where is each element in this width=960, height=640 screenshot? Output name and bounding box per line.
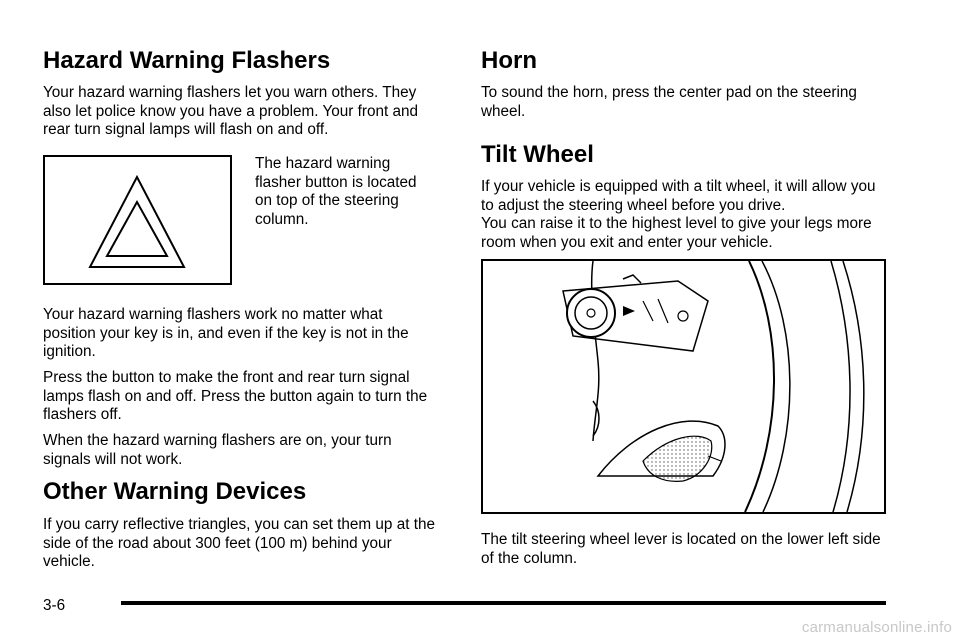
tilt-lever-illustration bbox=[481, 259, 886, 514]
tilt-caption: The tilt steering wheel lever is located on the lower left side of the column. bbox=[481, 531, 881, 567]
hazard-paragraph-3: Press the button to make the front and rear turn signal lamps flash on and off. Press the button again to turn the flashers off. bbox=[43, 369, 428, 423]
site-watermark: carmanualsonline.info bbox=[801, 619, 952, 636]
hazard-intro: Your hazard warning flashers let you warn others. They also let police know you have a problem. Your front and rear turn signal lamps will flash on and off. bbox=[43, 84, 419, 138]
hazard-triangle-icon bbox=[45, 157, 230, 283]
other-warning-paragraph: If you carry reflective triangles, you can set them up at the side of the road about 300 feet (100 m) behind your vehicle. bbox=[43, 516, 435, 570]
footer-rule bbox=[121, 601, 886, 605]
hazard-title: Hazard Warning Flashers bbox=[43, 47, 331, 74]
hazard-paragraph-2: Your hazard warning flashers work no matter what position your key is in, and even if the key is not in the ignition. bbox=[43, 306, 409, 360]
tilt-paragraph-2: You can raise it to the highest level to give your legs more room when you exit and enter your vehicle. bbox=[481, 215, 872, 251]
horn-paragraph: To sound the horn, press the center pad on the steering wheel. bbox=[481, 84, 857, 120]
tilt-paragraph-1: If your vehicle is equipped with a tilt wheel, it will allow you to adjust the steering wheel before you drive. bbox=[481, 178, 876, 214]
other-warning-title: Other Warning Devices bbox=[43, 478, 307, 505]
hazard-caption: The hazard warning flasher button is located on top of the steering column. bbox=[255, 155, 417, 228]
page-number: 3-6 bbox=[43, 597, 66, 614]
steering-column-lever-icon bbox=[483, 261, 884, 512]
horn-title: Horn bbox=[481, 47, 537, 74]
hazard-paragraph-4: When the hazard warning flashers are on, your turn signals will not work. bbox=[43, 432, 392, 468]
hazard-button-illustration bbox=[43, 155, 232, 285]
tilt-title: Tilt Wheel bbox=[481, 141, 594, 168]
